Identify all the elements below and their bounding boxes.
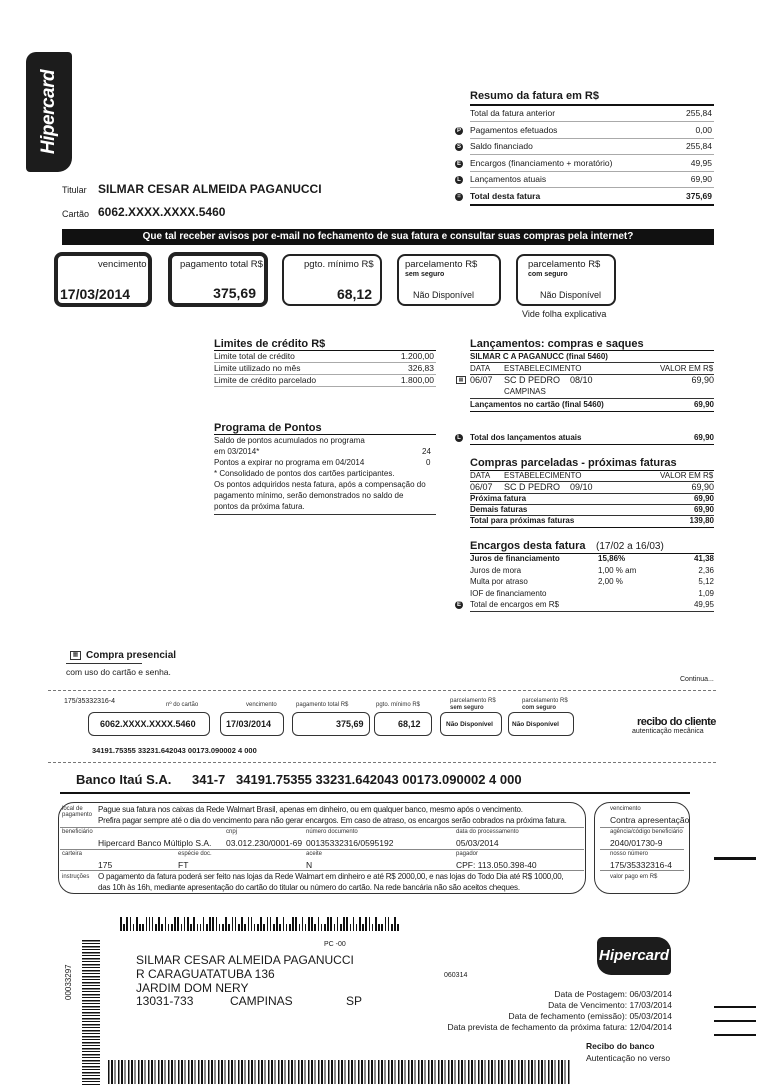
- summary-icon-3: E: [456, 160, 461, 167]
- postal-bar: [142, 924, 144, 931]
- receipt-code: 34191.75355 33231.642043 00173.090002 4 000: [92, 746, 257, 755]
- postal-bar: [222, 924, 224, 931]
- postal-bar: [308, 917, 310, 931]
- addr-name: SILMAR CESAR ALMEIDA PAGANUCCI: [136, 953, 354, 967]
- postal-bar: [365, 917, 367, 931]
- postal-bar: [203, 917, 205, 931]
- due-date-box: vencimento 17/03/2014: [54, 252, 152, 307]
- limit-row: Limite total de crédito 1.200,00: [214, 351, 434, 361]
- addr-street: R CARAGUATATUBA 136: [136, 967, 275, 981]
- summary-row: Pagamentos efetuados 0,00: [470, 124, 712, 135]
- control-mark: [714, 857, 756, 860]
- postal-bar: [330, 917, 332, 931]
- card-label: Cartão: [62, 209, 90, 219]
- postal-bar: [120, 917, 122, 931]
- postal-bar: [244, 924, 246, 931]
- postal-bar: [292, 917, 294, 931]
- installment-insurance-box: parcelamento R$ com seguro Não Disponível: [516, 254, 616, 306]
- due-date-line: Data de Vencimento: 17/03/2014: [548, 1000, 672, 1010]
- summary-icon-1: P: [456, 127, 461, 134]
- postal-bar: [359, 917, 361, 931]
- postal-bar: [130, 917, 132, 931]
- postal-bar: [388, 917, 390, 931]
- card-terminal-icon: ▦: [70, 651, 81, 660]
- postal-bar: [321, 924, 323, 931]
- closing-date: Data de fechamento (emissão): 05/03/2014: [508, 1011, 672, 1021]
- receipt-title: recibo do cliente: [637, 716, 716, 728]
- postal-bar: [171, 924, 173, 931]
- receipt-sub: autenticação mecânica: [632, 728, 704, 735]
- postal-bar: [391, 924, 393, 931]
- postal-bar: [350, 924, 352, 931]
- postal-bar: [184, 917, 186, 931]
- postal-bar: [346, 917, 348, 931]
- holder-label: Titular: [62, 185, 87, 195]
- postal-bar: [397, 924, 399, 931]
- postal-bar: [286, 924, 288, 931]
- total-payment-box: pagamento total R$ 375,69: [168, 252, 268, 307]
- postal-bar: [356, 924, 358, 931]
- posting-date: Data de Postagem: 06/03/2014: [554, 989, 672, 999]
- bank-receipt: Recibo do banco: [586, 1041, 655, 1051]
- postal-bar: [133, 924, 135, 931]
- postal-bar: [353, 917, 355, 931]
- limit-row: Limite utilizado no mês 326,83: [214, 363, 434, 373]
- summary-row: Total da fatura anterior 255,84: [470, 108, 712, 118]
- due-date: 17/03/2014: [60, 286, 131, 302]
- continua-label: Continua...: [680, 676, 714, 683]
- postal-bar: [149, 917, 151, 931]
- launches-holder: SILMAR C A PAGANUCC (final 5460): [470, 352, 608, 361]
- postal-bar: [200, 924, 202, 931]
- postal-bar: [228, 924, 230, 931]
- postal-bar: [334, 924, 336, 931]
- limits-title: Limites de crédito R$: [214, 338, 326, 350]
- presencial-sub: com uso do cartão e senha.: [66, 667, 171, 677]
- postal-bar: [263, 924, 265, 931]
- postal-bar: [267, 917, 269, 931]
- points-title: Programa de Pontos: [214, 422, 322, 434]
- bank-receipt-sub: Autenticação no verso: [586, 1053, 671, 1063]
- digitable-line: 34191.75355 33231.642043 00173.090002 4 000: [236, 772, 522, 787]
- postal-bar: [385, 917, 387, 931]
- control-mark: [714, 1034, 756, 1036]
- presencial-icon: ▦: [456, 376, 466, 384]
- postal-bar: [216, 917, 218, 931]
- postal-bar: [248, 917, 250, 931]
- postal-bar: [155, 924, 157, 931]
- receipt-id: 175/35332316-4: [64, 698, 115, 705]
- postal-bar: [219, 924, 221, 931]
- launches-title: Lançamentos: compras e saques: [470, 338, 644, 350]
- summary-icon-5: =: [455, 193, 463, 201]
- postal-bar: [158, 917, 160, 931]
- E-icon: E: [456, 602, 461, 608]
- postal-bar: [177, 917, 179, 931]
- bank-code: 341-7: [192, 772, 226, 787]
- postal-bar: [168, 924, 170, 931]
- postal-bar: [212, 917, 214, 931]
- postal-bar: [225, 917, 227, 931]
- postal-bar: [314, 924, 316, 931]
- postal-bar: [299, 924, 301, 931]
- installment-no-insurance-box: parcelamento R$ sem seguro Não Disponível: [397, 254, 501, 306]
- postal-bar: [378, 924, 380, 931]
- postal-bar: [289, 924, 291, 931]
- email-banner[interactable]: Que tal receber avisos por e-mail no fechamento de sua fatura e consultar suas compras pela internet?: [62, 229, 714, 245]
- addr-cep: 13031-733: [136, 994, 194, 1008]
- postal-bar: [375, 917, 377, 931]
- postal-bar: [181, 924, 183, 931]
- minimum-payment-box: pgto. mínimo R$ 68,12: [282, 254, 382, 306]
- postal-bar: [283, 917, 285, 931]
- postal-bar: [209, 917, 211, 931]
- presencial-label: Compra presencial: [86, 650, 177, 661]
- postal-bar: [327, 917, 329, 931]
- postal-bar: [206, 924, 208, 931]
- postal-bar: [232, 917, 234, 931]
- postal-bar: [241, 917, 243, 931]
- hipercard-logo: Hipercard: [26, 52, 72, 172]
- launches-total-label: Total dos lançamentos atuais: [470, 433, 582, 442]
- control-mark: [714, 1006, 756, 1008]
- postal-bar: [190, 924, 192, 931]
- postal-bar: [318, 917, 320, 931]
- postal-bar: [165, 917, 167, 931]
- bank-name: Banco Itaú S.A.: [76, 772, 172, 787]
- postal-bar: [254, 924, 256, 931]
- addr-state: SP: [346, 994, 363, 1008]
- future-title: Compras parceladas - próximas faturas: [470, 457, 677, 469]
- summary-title: Resumo da fatura em R$: [470, 90, 599, 102]
- explanatory-note: Vide folha explicativa: [522, 309, 607, 319]
- postal-bar: [270, 917, 272, 931]
- summary-row: Saldo financiado 255,84: [470, 141, 712, 151]
- postal-bar: [369, 917, 371, 931]
- limit-row: Limite de crédito parcelado 1.800,00: [214, 375, 434, 385]
- minimum-payment: 68,12: [336, 286, 372, 302]
- control-mark: [714, 1020, 756, 1022]
- slip-barcode: [108, 1060, 570, 1084]
- postal-bar: [136, 917, 138, 931]
- postal-bar: [273, 924, 275, 931]
- postal-bar: [343, 917, 345, 931]
- summary-row: Total desta fatura 375,69: [470, 190, 712, 201]
- postal-bar: [311, 917, 313, 931]
- postal-bar: [381, 924, 383, 931]
- postal-bar: [174, 917, 176, 931]
- addr-district: JARDIM DOM NERY: [136, 981, 249, 995]
- postal-bar: [372, 924, 374, 931]
- postal-bar: [251, 917, 253, 931]
- charges-title: Encargos desta fatura: [470, 540, 586, 552]
- postal-bar: [276, 917, 278, 931]
- postal-bar: [324, 924, 326, 931]
- postal-bar: [260, 917, 262, 931]
- postal-bar: [139, 924, 141, 931]
- postal-bar: [302, 917, 304, 931]
- postal-bar: [187, 917, 189, 931]
- postal-bar: [123, 924, 125, 931]
- charges-period: (17/02 a 16/03): [596, 541, 664, 552]
- total-payment: 375,69: [213, 285, 256, 301]
- pc-code: PC -00: [324, 941, 346, 948]
- card-subtotal: 69,90: [693, 400, 714, 409]
- addr-city: CAMPINAS: [230, 994, 293, 1008]
- mail-code: 060314: [444, 972, 468, 979]
- postal-bar: [197, 924, 199, 931]
- postal-bar: [238, 924, 240, 931]
- vertical-barcode: [82, 940, 100, 1085]
- postal-barcode: [120, 917, 399, 931]
- summary-row: Lançamentos atuais 69,90: [470, 174, 712, 184]
- holder-name: SILMAR CESAR ALMEIDA PAGANUCCI: [98, 182, 322, 196]
- launches-total: 69,90: [693, 433, 714, 442]
- hipercard-logo: Hipercard: [597, 937, 671, 975]
- postal-bar: [362, 924, 364, 931]
- summary-row: Encargos (financiamento + moratório) 49,95: [470, 157, 712, 168]
- card-number: 6062.XXXX.XXXX.5460: [98, 205, 226, 219]
- postal-bar: [394, 917, 396, 931]
- postal-bar: [257, 924, 259, 931]
- postal-bar: [337, 917, 339, 931]
- postal-bar: [146, 917, 148, 931]
- postal-bar: [279, 924, 281, 931]
- postal-bar: [235, 917, 237, 931]
- summary-icon-2: S: [456, 144, 461, 150]
- next-closing-date: Data prevista de fechamento da próxima fatura: 12/04/2014: [447, 1022, 672, 1032]
- postal-bar: [161, 924, 163, 931]
- side-number: 00033297: [64, 964, 73, 1000]
- postal-bar: [305, 924, 307, 931]
- postal-bar: [126, 917, 128, 931]
- card-subtotal-label: Lançamentos no cartão (final 5460): [470, 400, 604, 409]
- postal-bar: [295, 917, 297, 931]
- postal-bar: [193, 917, 195, 931]
- postal-bar: [152, 917, 154, 931]
- summary-icon-4: L: [455, 176, 463, 184]
- L-icon: L: [455, 434, 463, 442]
- postal-bar: [340, 924, 342, 931]
